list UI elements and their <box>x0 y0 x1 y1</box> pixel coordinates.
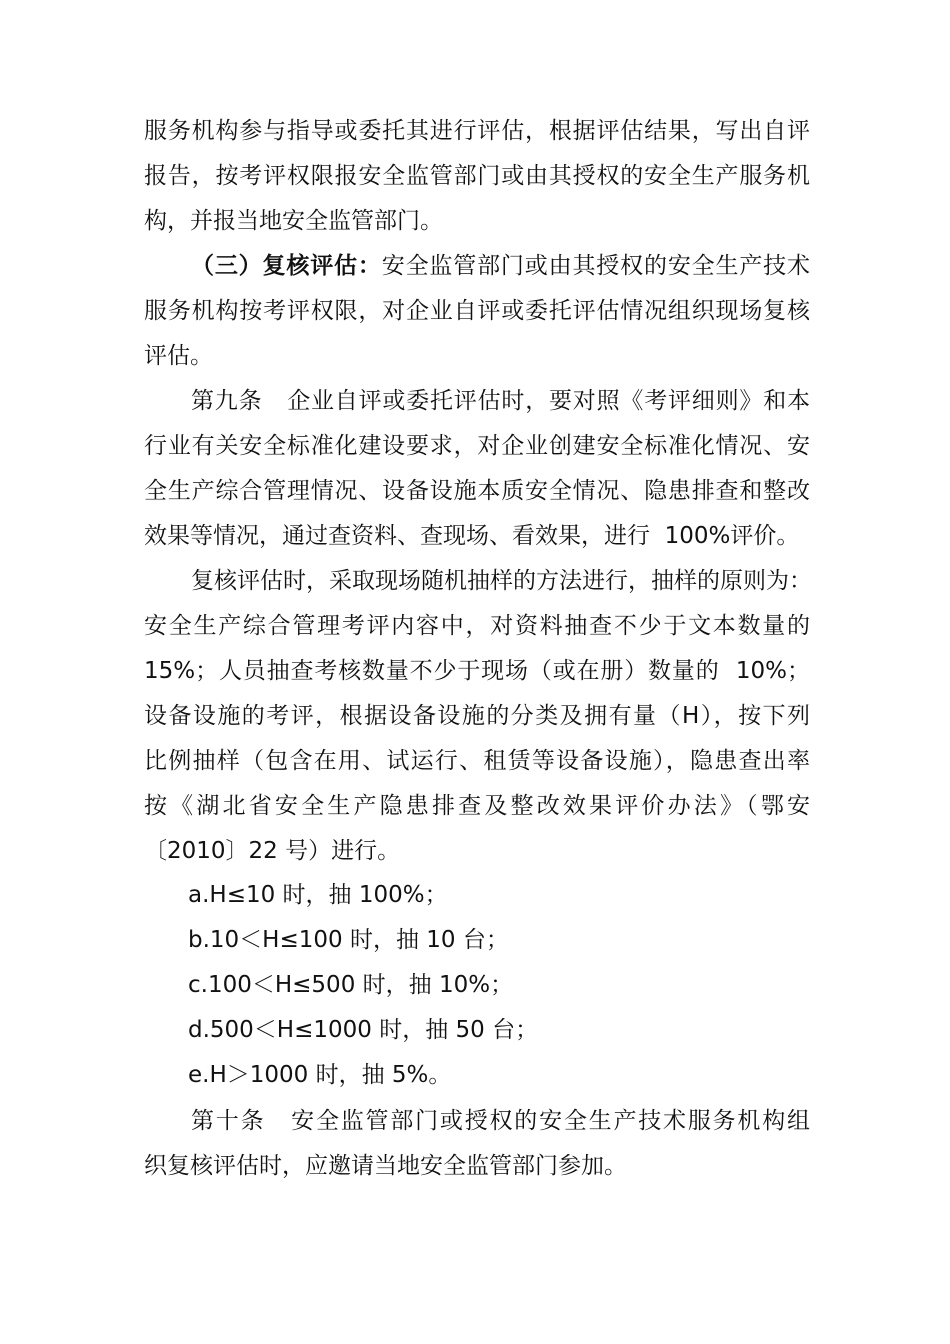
article-number: 第九条 <box>191 388 263 414</box>
paragraph-text: 企业自评或委托评估时，要对照《考评细则》和本 <box>286 388 811 414</box>
paragraph-line: 比例抽样（包含在用、试运行、租赁等设备设施），隐患查出率 <box>144 748 810 774</box>
paragraph-line: 织复核评估时，应邀请当地安全监管部门参加。 <box>144 1153 627 1179</box>
list-item: b.10＜H≤100 时，抽 10 台； <box>188 927 509 953</box>
paragraph-line: 15%；人员抽查考核数量不少于现场（或在册）数量的 10%； <box>144 658 810 684</box>
paragraph-line: 行业有关安全标准化建设要求，对企业创建安全标准化情况、安 <box>144 433 810 459</box>
paragraph-line: 报告，按考评权限报安全监管部门或由其授权的安全生产服务机 <box>144 163 810 189</box>
list-item: a.H≤10 时，抽 100%； <box>188 882 448 908</box>
list-item: d.500＜H≤1000 时，抽 50 台； <box>188 1017 539 1043</box>
list-item: c.100＜H≤500 时，抽 10%； <box>188 972 514 998</box>
paragraph-line: 评估。 <box>144 343 213 369</box>
paragraph-line <box>191 246 810 286</box>
list-item: e.H＞1000 时，抽 5%。 <box>188 1062 452 1088</box>
paragraph-line <box>191 1101 810 1141</box>
paragraph-line: 全生产综合管理情况、设备设施本质安全情况、隐患排查和整改 <box>144 478 810 504</box>
paragraph-line: 服务机构参与指导或委托其进行评估，根据评估结果，写出自评 <box>144 118 810 144</box>
paragraph-text: 安全监管部门或由其授权的安全生产技术 <box>381 253 811 279</box>
paragraph-line: 构，并报当地安全监管部门。 <box>144 208 443 234</box>
section-heading: （三）复核评估： <box>191 253 382 279</box>
paragraph-line: 按《湖北省安全生产隐患排查及整改效果评价办法》（鄂安 <box>144 793 810 819</box>
paragraph-line: 服务机构按考评权限，对企业自评或委托评估情况组织现场复核 <box>144 298 810 324</box>
article-number: 第十条 <box>191 1108 266 1134</box>
paragraph-line: 安全生产综合管理考评内容中，对资料抽查不少于文本数量的 <box>144 613 810 639</box>
paragraph-line <box>191 381 810 421</box>
paragraph-line: 复核评估时，采取现场随机抽样的方法进行，抽样的原则为： <box>191 568 812 594</box>
paragraph-text: 安全监管部门或授权的安全生产技术服务机构组 <box>289 1108 810 1134</box>
paragraph-line: 效果等情况，通过查资料、查现场、看效果，进行 100%评价。 <box>144 523 800 549</box>
paragraph-line: 〔2010〕22 号）进行。 <box>144 838 401 864</box>
paragraph-line: 设备设施的考评，根据设备设施的分类及拥有量（H），按下列 <box>144 703 810 729</box>
